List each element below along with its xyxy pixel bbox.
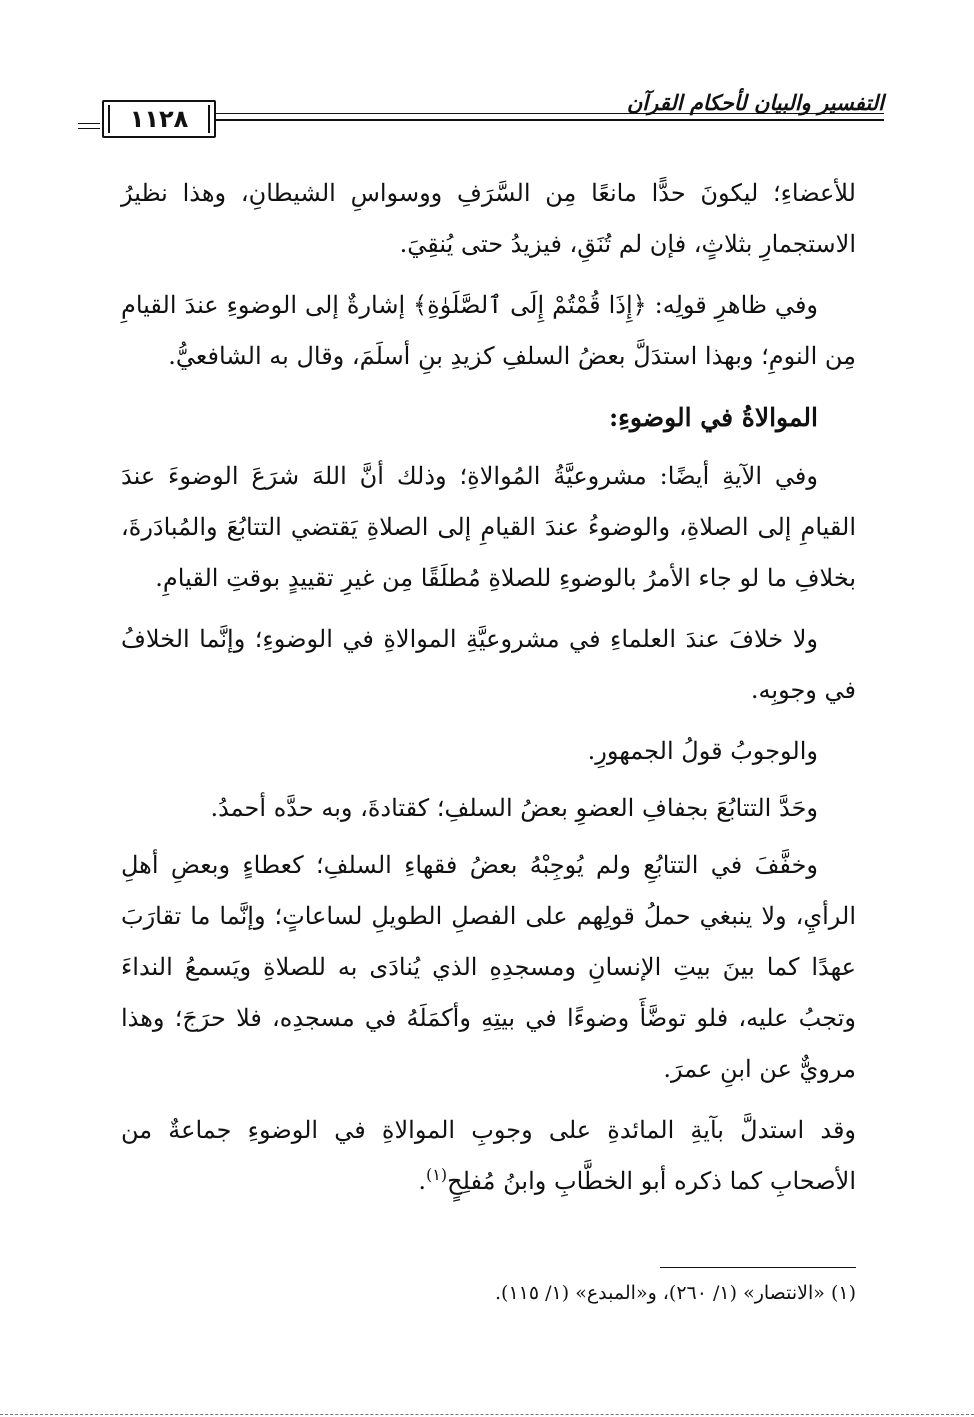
header-rule-thick — [216, 119, 884, 121]
scan-edge — [0, 1414, 974, 1415]
paragraph: للأعضاءِ؛ ليكونَ حدًّا مانعًا مِن السَّرَفِ ووسواسِ الشيطانِ، وهذا نظيرُ الاستجمارِ بثلاثٍ، فإن لم تُنَقِ، فيزيدُ حتى يُنقِيَ. — [121, 179, 856, 258]
footnote: (١) «الانتصار» (١/ ٢٦٠)، و«المبدع» (١/ ١١٥). — [495, 1282, 856, 1304]
paragraph: وخفَّفَ في التتابُعِ ولم يُوجِبْهُ بعضُ فقهاءِ السلفِ؛ كعطاءٍ وبعضِ أهلِ الرأيِ، ولا ينبغي حملُ قولِهم على الفصلِ الطويلِ لساعاتٍ؛ وإنَّما ما تقارَبَ عهدًا كما بينَ بيتِ الإنسانِ ومسجدِهِ الذي يُنادَى به للصلاةِ ويَسمعُ النداءَ وتجبُ عليه، فلو توضَّأَ وضوءًا في بيتِهِ وأكمَلَهُ في مسجدِه، فلا حرَجَ؛ وهذا مرويٌّ عن ابنِ عمرَ. — [121, 851, 856, 1083]
section-heading: الموالاةُ في الوضوءِ: — [608, 403, 818, 432]
footnote-separator — [660, 1267, 856, 1268]
main-text — [121, 168, 856, 1217]
header-rule-left — [78, 123, 100, 124]
header-rule — [216, 113, 884, 114]
page-number-box — [102, 100, 216, 138]
book-title: التفسير والبيان لأحكام القرآن — [626, 90, 884, 115]
paragraph: وحَدَّ التتابُعَ بجفافِ العضوِ بعضُ السلفِ؛ كقتادةَ، وبه حدَّه أحمدُ. — [210, 794, 818, 822]
paragraph: وفي الآيةِ أيضًا: مشروعيَّةُ المُوالاةِ؛ وذلك أنَّ اللهَ شرَعَ الوضوءَ عندَ القيامِ إلى الصلاةِ، والوضوءُ عندَ القيامِ إلى الصلاةِ يَقتضي التتابُعَ والمُبادَرةَ، بخلافِ ما لو جاء الأمرُ بالوضوءِ للصلاةِ مُطلَقًا مِن غيرِ تقييدٍ بوقتِ القيامِ. — [121, 462, 856, 592]
header-rule-left-2 — [78, 128, 100, 129]
paragraph: وفي ظاهرِ قولِه: ﴿إِذَا قُمْتُمْ إِلَى ٱلصَّلَوٰةِ﴾ إشارةٌ إلى الوضوءِ عندَ القيامِ مِن النومِ؛ وبهذا استدَلَّ بعضُ السلفِ كزيدِ بنِ أسلَمَ، وقال به الشافعيُّ. — [121, 291, 856, 370]
footnote-marker: (١) — [426, 1165, 448, 1184]
paragraph-with-footnote — [121, 1105, 856, 1207]
paragraph: والوجوبُ قولُ الجمهورِ. — [587, 737, 818, 765]
running-header — [94, 78, 884, 158]
paragraph-text: وقد استدلَّ بآيةِ المائدةِ على وجوبِ الموالاةِ في الوضوءِ جماعةٌ من الأصحابِ كما ذكره أبو الخطَّابِ وابنُ مُفلِحٍ — [121, 1116, 856, 1195]
paragraph-end: . — [418, 1167, 426, 1195]
page-number: ١١٢٨ — [129, 105, 189, 133]
paragraph: ولا خلافَ عندَ العلماءِ في مشروعيَّةِ الموالاةِ في الوضوءِ؛ وإنَّما الخلافُ في وجوبِه. — [121, 625, 856, 704]
